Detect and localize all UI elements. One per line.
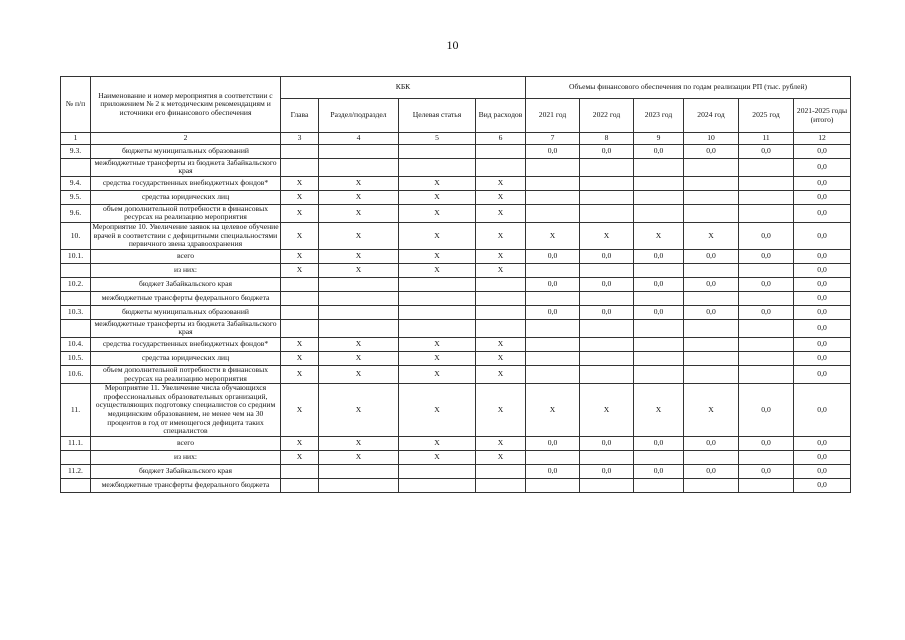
row-cell [684,478,739,492]
row-cell: 0,0 [794,450,851,464]
table-row [61,337,851,351]
row-cell: X [476,190,526,204]
row-cell: X [526,384,580,437]
row-cell [476,305,526,319]
col-number: 4 [319,133,399,145]
row-cell [580,291,634,305]
header-name: Наименование и номер мероприятия в соответствии с приложением № 2 к методическим рекомендациям и источники его финансового обеспечения [91,77,281,133]
row-name: объем дополнительной потребности в финансовых ресурсах на реализацию мероприятия [91,365,281,383]
row-cell: 0,0 [526,464,580,478]
row-cell: X [399,384,476,437]
row-cell: X [319,263,399,277]
row-cell: X [476,337,526,351]
row-cell [526,291,580,305]
row-cell: 0,0 [634,305,684,319]
row-cell: 0,0 [794,144,851,158]
row-cell: 0,0 [580,249,634,263]
row-cell [739,291,794,305]
table-row [61,144,851,158]
row-cell: 0,0 [739,464,794,478]
col-number: 12 [794,133,851,145]
row-cell [319,158,399,176]
row-cell [580,158,634,176]
table-row [61,351,851,365]
row-name: из них: [91,263,281,277]
row-cell [319,144,399,158]
row-cell [399,291,476,305]
row-cell: X [526,222,580,249]
row-cell: X [634,222,684,249]
row-name: межбюджетные трансферты из бюджета Забайкальского края [91,319,281,337]
row-cell [476,277,526,291]
row-cell: X [399,436,476,450]
row-number: 11.1. [61,436,91,450]
row-cell [739,478,794,492]
row-cell [634,337,684,351]
row-name: всего [91,436,281,450]
table-row [61,305,851,319]
row-cell: X [399,450,476,464]
header-kbk-col: Глава [281,99,319,133]
row-number: 10. [61,222,91,249]
row-cell: X [281,384,319,437]
row-cell [684,365,739,383]
row-cell: 0,0 [634,436,684,450]
row-cell: X [580,222,634,249]
row-cell: X [399,204,476,222]
row-cell: 0,0 [794,249,851,263]
row-cell: 0,0 [684,249,739,263]
row-cell: X [399,263,476,277]
row-cell [684,204,739,222]
row-cell [526,365,580,383]
table-row [61,450,851,464]
row-cell [476,158,526,176]
row-cell: X [684,222,739,249]
row-cell: X [476,450,526,464]
row-cell [281,478,319,492]
row-cell: 0,0 [580,305,634,319]
row-cell: X [684,384,739,437]
row-cell: 0,0 [794,263,851,277]
row-cell [739,351,794,365]
row-cell [281,291,319,305]
row-cell: X [281,190,319,204]
row-cell: 0,0 [794,277,851,291]
row-cell [399,464,476,478]
header-kbk-col: Целевая статья [399,99,476,133]
row-cell: 0,0 [794,478,851,492]
row-cell [684,263,739,277]
row-cell [281,158,319,176]
row-cell [526,319,580,337]
row-cell [634,365,684,383]
table-row [61,190,851,204]
row-cell: X [476,263,526,277]
row-name: бюджеты муниципальных образований [91,305,281,319]
row-cell: 0,0 [684,305,739,319]
col-number: 11 [739,133,794,145]
row-cell [526,190,580,204]
row-cell [526,337,580,351]
row-cell: 0,0 [526,436,580,450]
row-cell: 0,0 [526,305,580,319]
row-name: межбюджетные трансферты федерального бюджета [91,478,281,492]
col-number: 8 [580,133,634,145]
row-cell: X [281,204,319,222]
header-year: 2025 год [739,99,794,133]
row-cell: X [281,450,319,464]
row-cell [580,204,634,222]
row-number: 11.2. [61,464,91,478]
row-cell: X [281,263,319,277]
table-row [61,277,851,291]
row-cell: X [476,176,526,190]
row-cell [319,319,399,337]
row-cell [684,319,739,337]
row-number: 9.5. [61,190,91,204]
row-name: объем дополнительной потребности в финансовых ресурсах на реализацию мероприятия [91,204,281,222]
row-number: 10.6. [61,365,91,383]
row-name: бюджет Забайкальского края [91,277,281,291]
row-cell: 0,0 [794,158,851,176]
row-cell [739,337,794,351]
row-cell: X [399,337,476,351]
row-cell [684,337,739,351]
row-cell [526,263,580,277]
row-cell: X [476,384,526,437]
row-cell [739,190,794,204]
header-year: 2023 год [634,99,684,133]
row-cell: 0,0 [580,144,634,158]
row-cell: X [580,384,634,437]
row-cell: 0,0 [526,144,580,158]
table-row [61,263,851,277]
row-cell [684,291,739,305]
row-cell: 0,0 [794,222,851,249]
row-cell [739,204,794,222]
row-cell: 0,0 [739,249,794,263]
col-number: 2 [91,133,281,145]
row-cell [580,478,634,492]
row-cell [684,158,739,176]
row-number: 9.4. [61,176,91,190]
row-cell: 0,0 [739,144,794,158]
row-cell [526,176,580,190]
row-name: бюджет Забайкальского края [91,464,281,478]
row-cell: X [399,351,476,365]
row-cell [281,277,319,291]
row-number: 10.3. [61,305,91,319]
row-number [61,263,91,277]
row-number: 10.2. [61,277,91,291]
row-cell [634,291,684,305]
row-name: межбюджетные трансферты из бюджета Забайкальского края [91,158,281,176]
row-cell: 0,0 [739,305,794,319]
row-cell [476,464,526,478]
row-cell [476,144,526,158]
row-cell [684,176,739,190]
row-cell [319,291,399,305]
row-cell [476,478,526,492]
row-cell [739,263,794,277]
row-cell: X [281,351,319,365]
row-cell [684,450,739,464]
row-cell: 0,0 [580,277,634,291]
row-cell: X [281,176,319,190]
row-cell: X [319,222,399,249]
row-cell: 0,0 [794,319,851,337]
row-cell: 0,0 [580,436,634,450]
row-cell [580,351,634,365]
row-cell [580,263,634,277]
row-cell: X [281,222,319,249]
row-cell: X [399,176,476,190]
row-cell: X [319,249,399,263]
row-cell: 0,0 [634,249,684,263]
row-cell: 0,0 [634,277,684,291]
row-cell: 0,0 [580,464,634,478]
row-name: средства юридических лиц [91,351,281,365]
page-number: 10 [446,38,459,52]
row-cell [634,204,684,222]
row-name: всего [91,249,281,263]
col-number: 3 [281,133,319,145]
row-cell: X [319,351,399,365]
row-cell: X [476,222,526,249]
row-cell [399,144,476,158]
row-cell: X [399,249,476,263]
row-cell [319,305,399,319]
row-cell: 0,0 [739,222,794,249]
header-year: 2021-2025 годы (итого) [794,99,851,133]
table-row [61,464,851,478]
row-cell [281,319,319,337]
row-cell: 0,0 [526,249,580,263]
row-cell: X [476,351,526,365]
row-cell: 0,0 [794,190,851,204]
row-name: средства государственных внебюджетных фондов* [91,337,281,351]
table-row [61,436,851,450]
row-cell: X [319,384,399,437]
row-cell: 0,0 [684,277,739,291]
row-cell: 0,0 [526,277,580,291]
row-cell [684,190,739,204]
row-cell: X [399,222,476,249]
row-cell [580,176,634,190]
row-number [61,291,91,305]
row-number: 11. [61,384,91,437]
row-cell [634,158,684,176]
row-cell [476,319,526,337]
row-cell [281,305,319,319]
col-number: 7 [526,133,580,145]
header-year: 2022 год [580,99,634,133]
col-number: 10 [684,133,739,145]
row-cell [580,450,634,464]
row-cell: 0,0 [739,384,794,437]
row-name: средства государственных внебюджетных фондов* [91,176,281,190]
row-cell [399,478,476,492]
header-year: 2024 год [684,99,739,133]
row-cell: 0,0 [794,464,851,478]
row-cell [634,190,684,204]
table-row [61,222,851,249]
row-cell: 0,0 [684,464,739,478]
header-num: № п/п [61,77,91,133]
row-cell: 0,0 [739,277,794,291]
row-name: Мероприятие 10. Увеличение заявок на целевое обучение врачей в соответствии с дефицитными специальностями первичного звена здравоохранения [92,222,279,249]
row-cell: 0,0 [684,144,739,158]
row-cell [281,144,319,158]
row-cell: X [319,450,399,464]
row-cell: X [634,384,684,437]
row-cell: 0,0 [794,176,851,190]
row-cell [319,277,399,291]
row-cell: 0,0 [794,204,851,222]
header-year: 2021 год [526,99,580,133]
row-cell: X [281,436,319,450]
header-kbk-col: Раздел/подраздел [319,99,399,133]
row-cell: 0,0 [794,436,851,450]
table-row [61,384,851,437]
row-cell: X [476,365,526,383]
row-cell [739,365,794,383]
row-cell [739,158,794,176]
row-cell [634,176,684,190]
row-cell [634,478,684,492]
row-number: 10.1. [61,249,91,263]
row-cell [526,351,580,365]
row-cell [526,158,580,176]
row-cell: X [281,337,319,351]
row-cell [739,176,794,190]
table-row [61,365,851,383]
row-number: 9.6. [61,204,91,222]
table-row [61,319,851,337]
col-number: 5 [399,133,476,145]
row-name: бюджеты муниципальных образований [91,144,281,158]
row-cell [634,263,684,277]
row-number [61,450,91,464]
row-cell: 0,0 [794,305,851,319]
row-number: 10.4. [61,337,91,351]
row-cell: X [476,249,526,263]
col-number: 9 [634,133,684,145]
table-row [61,204,851,222]
row-number: 9.3. [61,144,91,158]
row-cell: X [319,204,399,222]
row-cell: 0,0 [684,436,739,450]
col-number: 6 [476,133,526,145]
row-cell [319,464,399,478]
row-name: Мероприятие 11. Увеличение числа обучающихся профессиональных образовательных организаций, осуществляющих подготовку специалистов со средним медицинским образованием, не менее чем на 30 процентов в год от имеющегося дефицита таких специалистов [91,384,281,437]
header-volumes: Объемы финансового обеспечения по годам реализации РП (тыс. рублей) [526,77,851,99]
row-cell: X [399,365,476,383]
financing-table [60,76,851,493]
table-row [61,478,851,492]
row-cell: 0,0 [794,291,851,305]
row-cell: X [476,436,526,450]
row-cell [739,450,794,464]
row-cell [580,319,634,337]
row-cell: X [319,365,399,383]
row-number [61,319,91,337]
row-cell [319,478,399,492]
row-cell [739,319,794,337]
table-row [61,291,851,305]
row-cell [526,204,580,222]
row-cell [526,450,580,464]
row-cell [399,277,476,291]
row-cell: 0,0 [739,436,794,450]
row-cell [580,365,634,383]
table-row [61,176,851,190]
row-cell [634,319,684,337]
table-body [61,144,851,492]
row-number [61,158,91,176]
row-cell [580,190,634,204]
row-cell [634,351,684,365]
row-cell [526,478,580,492]
row-cell [580,337,634,351]
row-cell: 0,0 [794,337,851,351]
row-cell [684,351,739,365]
row-cell [281,464,319,478]
row-cell: X [319,190,399,204]
row-cell [476,291,526,305]
row-cell: X [319,337,399,351]
row-cell [399,305,476,319]
row-cell: 0,0 [634,144,684,158]
row-cell: X [476,204,526,222]
row-cell [399,158,476,176]
table-row [61,158,851,176]
row-number [61,478,91,492]
row-cell: X [319,176,399,190]
row-name: из них: [91,450,281,464]
col-number: 1 [61,133,91,145]
header-kbk-col: Вид расходов [476,99,526,133]
row-cell: 0,0 [794,384,851,437]
row-cell: 0,0 [794,365,851,383]
row-name: средства юридических лиц [91,190,281,204]
row-cell [399,319,476,337]
row-name: межбюджетные трансферты федерального бюджета [91,291,281,305]
row-cell: X [281,365,319,383]
table-row [61,249,851,263]
row-cell: X [399,190,476,204]
row-number: 10.5. [61,351,91,365]
row-cell: 0,0 [634,464,684,478]
row-cell [634,450,684,464]
row-cell: X [319,436,399,450]
row-cell: 0,0 [794,351,851,365]
row-cell: X [281,249,319,263]
header-kbk: КБК [281,77,526,99]
